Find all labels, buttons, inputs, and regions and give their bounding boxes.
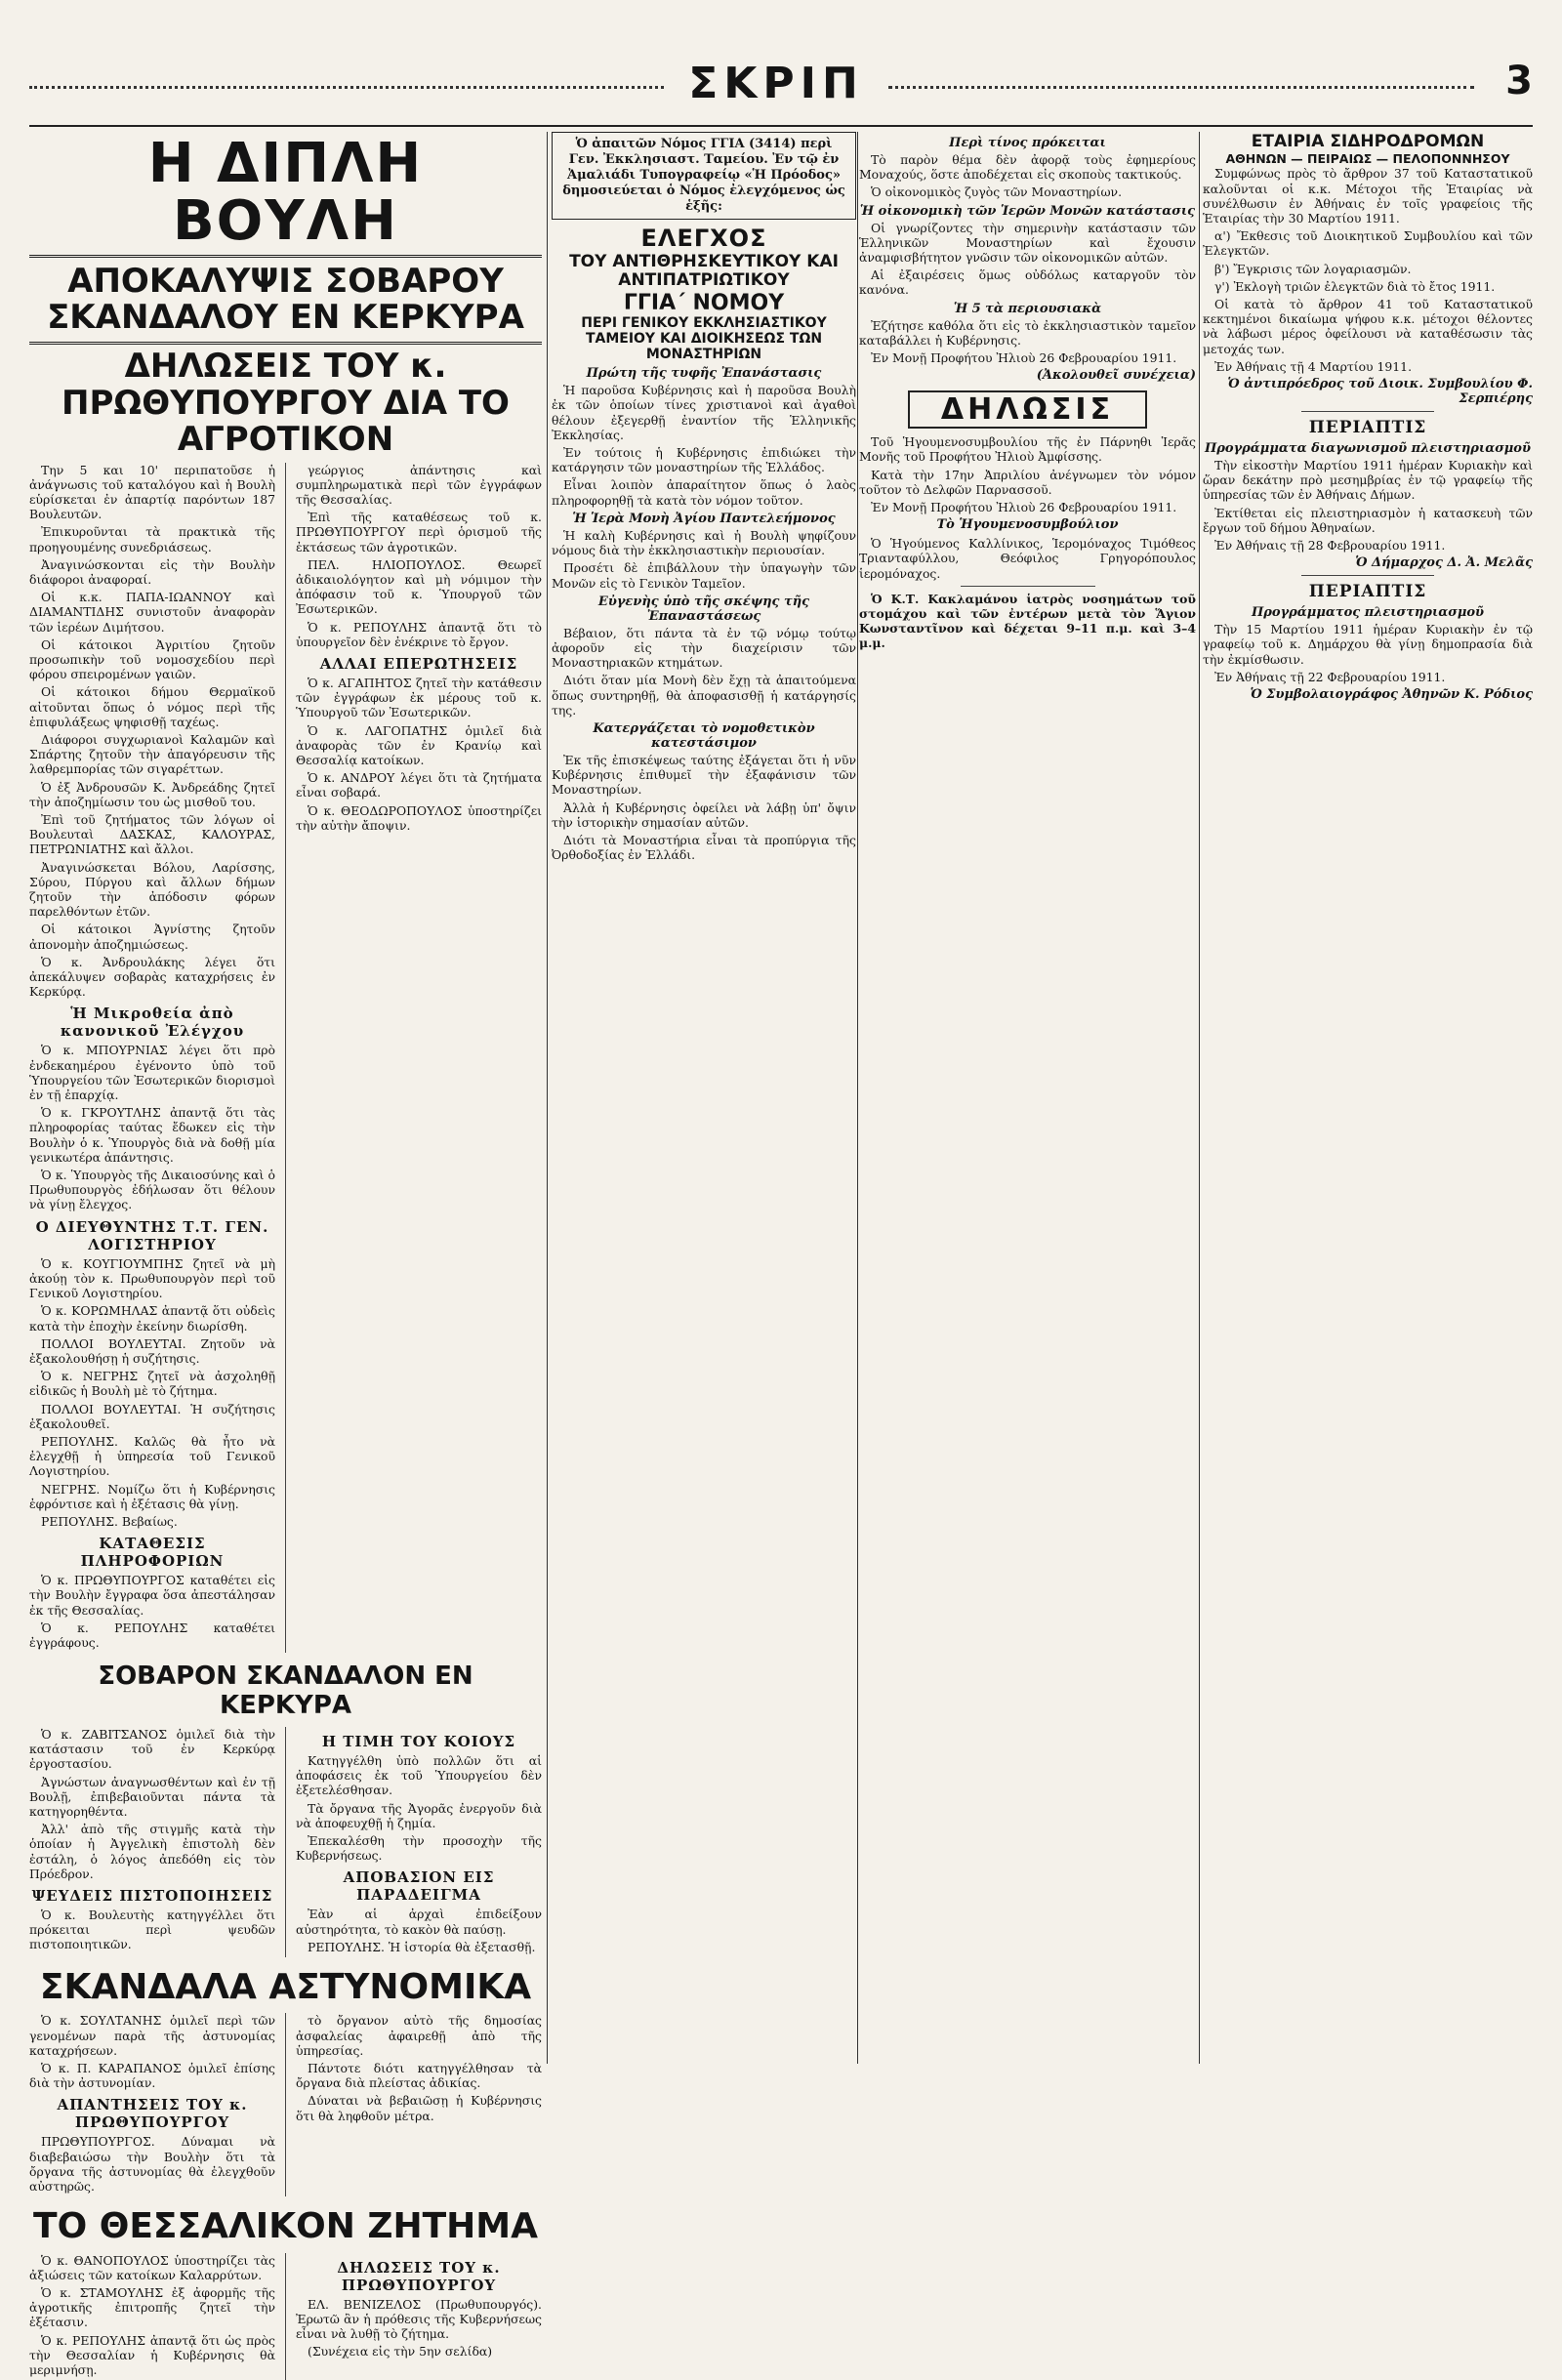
report-paragraph: Ὁ κ. ΑΓΑΠΗΤΟΣ ζητεῖ τὴν κατάθεσιν τῶν ἐγγράφων ἐκ μέρους τοῦ κ. Ὑπουργοῦ τῶν Ἐσωτερικῶν. [296,675,542,720]
subheading: Εὐγενὴς ὑπὸ τῆς σκέψης τῆς Ἐπαναστάσεως [597,594,810,624]
railway-company-name: ΕΤΑΙΡΙΑ ΣΙΔΗΡΟΔΡΟΜΩΝ [1251,132,1485,151]
report-paragraph: Ἐπὶ τοῦ ζητήματος τῶν λόγων οἱ Βουλευταὶ ΔΑΣΚΑΣ, ΚΑΛΟΥΡΑΣ, ΠΕΤΡΩΝΙΑΤΗΣ καὶ ἄλλοι. [29,812,275,857]
subheading: Ἡ 5 τὰ περιουσιακὰ [953,301,1102,316]
railway-company-heading [1203,132,1533,166]
kerkyra-scandal-body [29,1727,542,1957]
subheading: ΑΠΑΝΤΗΣΕΙΣ ΤΟΥ κ. ΠΡΩΘΥΠΟΥΡΓΟΥ [57,2096,248,2132]
law-paragraph: Διότι τὰ Μοναστήρια εἶναι τὰ προπύργια τῆς Ὀρθοδοξίας ἐν Ἑλλάδι. [552,832,856,863]
thessaly-paragraph: Ὁ κ. ΡΕΠΟΥΛΗΣ ἀπαντᾷ ὅτι ὡς πρὸς τὴν Θεσσαλίαν ἡ Κυβέρνησις θὰ μεριμνήσῃ. [29,2332,275,2377]
report-paragraph: Οἱ κάτοικοι Ἀγριτίου ζητοῦν προσωπικὴν τοῦ νομοσχεδίου περὶ φόρου σπειρομένων γαιῶν. [29,636,275,682]
tender-subheading: Προγράμματα διαγωνισμοῦ πλειστηριασμοῦ [1204,441,1532,457]
report-paragraph: Ὁ κ. Ἀνδρουλάκης λέγει ὅτι ἀπεκάλυψεν σοβαρὰς καταχρήσεις ἐν Κερκύρᾳ. [29,954,275,1000]
scandal-paragraph: Ὁ κ. Βουλευτὴς κατηγγέλλει ὅτι πρόκειται περὶ ψευδῶν πιστοποιητικῶν. [29,1907,275,1952]
scandal-subcolumn-right [296,1727,542,1957]
newspaper-name: ΣΚΡΙΠ [688,59,864,108]
report-paragraph: Ἀναγινώσκεται Βόλου, Λαρίσσης, Σύρου, Πύργου καὶ ἄλλων δήμων ζητοῦν τὴν ἀπόδοσιν φόρων παρελθόντων ἐτῶν. [29,859,275,920]
tender-subheading: Προγράμματος πλειστηριασμοῦ [1251,605,1485,621]
report-paragraph: Ὁ κ. Ὑπουργὸς τῆς Δικαιοσύνης καὶ ὁ Πρωθυπουργὸς ἐδήλωσαν ὅτι θέλουν νὰ γίνῃ ἔλεγχος. [29,1168,275,1212]
monastery-paragraph: Ἐζήτησε καθόλα ὅτι εἰς τὸ ἐκκλησιαστικὸν ταμεῖον καταβάλλει ἡ Κυβέρνησις. [859,317,1196,348]
pm-statements-headline: ΔΗΛΩΣΕΙΣ ΤΟΥ κ. ΠΡΩΘΥΠΟΥΡΓΟΥ ΔΙΑ ΤΟ ΑΓΡΟΤΙΚΟΝ [62,347,510,460]
column-divider [1199,132,1200,2064]
subheading: Ἡ Μικροθεία ἀπὸ κανονικοῦ Ἐλέγχου [60,1005,245,1041]
column-divider [547,132,548,2064]
report-paragraph: Την 5 και 10' περιπατοῦσε ἡ ἀνάγνωσις τοῦ καταλόγου καὶ ἡ Βουλὴ εὑρίσκεται ἐν ἀπαρτίᾳ παρόντων 187 Βουλευτῶν. [29,462,275,522]
tender-signature: Ὁ Συμβολαιογράφος Ἀθηνῶν Κ. Ρόδιος [1250,687,1533,703]
report-paragraph: ΠΟΛΛΟΙ ΒΟΥΛΕΥΤΑΙ. Ἡ συζήτησις ἐξακολουθεῖ. [29,1401,275,1431]
police-paragraph: Ὁ κ. Π. ΚΑΡΑΠΑΝΟΣ ὁμιλεῖ ἐπίσης διὰ τὴν ἀστυνομίαν. [29,2060,275,2091]
railway-route: ΑΘΗΝΩΝ — ΠΕΙΡΑΙΩΣ — ΠΕΛΟΠΟΝΝΗΣΟΥ [1225,151,1510,167]
report-paragraph: Διάφοροι συγχωριανοὶ Καλαμῶν καὶ Σπάρτης ζητοῦν τὴν ἀπαγόρευσιν τῆς λαθρεμπορίας τῶν σιγαρέττων. [29,732,275,777]
thessaly-question-headline: ΤΟ ΘΕΣΣΑΛΙΚΟΝ ΖΗΤΗΜΑ [33,2206,538,2247]
monastery-paragraph: Ἐν Μονῇ Προφήτου Ἠλιοὺ 26 Φεβρουαρίου 1911. [871,350,1177,366]
police-subcolumn-right [296,2013,542,2196]
notice-paragraph: Συμφώνως πρὸς τὸ ἄρθρον 37 τοῦ Καταστατικοῦ καλοῦνται οἱ κ.κ. Μέτοχοι τῆς Ἑταιρίας νὰ συνέλθωσιν ἐν Ἀθήναις ἐν τοῖς γραφείοις τῆς Ἑταιρίας τὴν 30 Μαρτίου 1911. [1203,166,1533,226]
masthead [29,59,1533,127]
thessaly-subcolumn-right [296,2253,542,2380]
scandal-subcolumn-left [29,1727,275,1957]
law-review-title-line: ΤΟΥ ΑΝΤΙΘΡΗΣΚΕΥΤΙΚΟΥ ΚΑΙ ΑΝΤΙΠΑΤΡΙΩΤΙΚΟΥ [569,251,839,291]
report-paragraph: Ἐπὶ τῆς καταθέσεως τοῦ κ. ΠΡΩΘΥΠΟΥΡΓΟΥ περὶ ὁρισμοῦ τῆς ἐκτάσεως τῶν ἀγροτικῶν. [296,510,542,554]
notice-paragraph: Ἐν Ἀθήναις τῇ 4 Μαρτίου 1911. [1214,358,1413,374]
report-paragraph: Ὁ κ. ΠΡΩΘΥΠΟΥΡΓΟΣ καταθέτει εἰς τὴν Βουλὴν ἔγγραφα ὅσα ἀπεστάλησαν ἐκ τῆς Θεσσαλίας. [29,1573,275,1618]
declaration-paragraph: Τοῦ Ἡγουμενοσυμβουλίου τῆς ἐν Πάρνηθι Ἱερᾶς Μονῆς τοῦ Προφήτου Ἠλιοὺ Ἀμφίσσης. [859,434,1196,465]
scandal-paragraph: Ἐπεκαλέσθη τὴν προσοχὴν τῆς Κυβερνήσεως. [296,1832,542,1864]
law-review-column [552,132,856,2064]
tender-paragraph: Ἐν Ἀθήναις τῇ 28 Φεβρουαρίου 1911. [1214,538,1446,554]
notices-column [1203,132,1533,2064]
law-paragraph: Προσέτι δὲ ἐπιβάλλουν τὴν ὑπαγωγὴν τῶν Μονῶν εἰς τὸ Γενικὸν Ταμεῖον. [552,560,856,591]
report-paragraph: Ὁ ἐξ Ἀνδρουσῶν Κ. Ἀνδρεάδης ζητεῖ τὴν ἀποζημίωσιν του ὡς μισθοῦ του. [29,779,275,809]
declaration-paragraph: Κατὰ τὴν 17ην Ἀπριλίου ἀνέγνωμεν τὸν νόμον τοῦτον τὸ Δελφῶν Παρνασσοῦ. [859,467,1196,497]
police-scandals-headline: ΣΚΑΝΔΑΛΑ ΑΣΤΥΝΟΜΙΚΑ [39,1966,532,2007]
report-paragraph: ΡΕΠΟΥΛΗΣ. Καλῶς θὰ ἦτο νὰ ἐλεγχθῇ ἡ ὑπηρεσία τοῦ Γενικοῦ Λογιστηρίου. [29,1433,275,1479]
report-subcolumn-right [296,463,542,1654]
report-paragraph: Ἀναγινώσκονται εἰς τὴν Βουλὴν διάφοροι ἀναφοραί. [29,556,275,587]
report-paragraph: Ὁ κ. ΜΠΟΥΡΝΙΑΣ λέγει ὅτι πρὸ ἐνδεκαημέρου ἐγένοντο ὑπὸ τοῦ Ὑπουργείου τῶν Ἐσωτερικῶν διορισμοὶ ἐν τῇ ἐπαρχίᾳ. [29,1043,275,1103]
report-paragraph: ΠΟΛΛΟΙ ΒΟΥΛΕΥΤΑΙ. Ζητοῦν νὰ ἐξακολουθήσῃ ἡ συζήτησις. [29,1335,275,1366]
tender-paragraph: Ἐν Ἀθήναις τῇ 22 Φεβρουαρίου 1911. [1214,669,1446,684]
masthead-ornament-right [888,86,1474,89]
subheading: Ἡ Ἱερὰ Μονὴ Ἀγίου Παντελεήμονος [572,511,836,526]
notice-paragraph: β') Ἔγκρισις τῶν λογαριασμῶν. [1214,261,1412,276]
scandal-paragraph: Ἐὰν αἱ ἀρχαὶ ἐπιδείξουν αὐστηρότητα, τὸ κακὸν θὰ παύσῃ. [296,1907,542,1937]
masthead-rule [29,125,1533,127]
police-paragraph: ΠΡΩΘΥΠΟΥΡΓΟΣ. Δύναμαι νὰ διαβεβαιώσω τὴν Βουλὴν ὅτι τὰ ὄργανα τῆς ἀστυνομίας θὰ ἐλεγχθοῦν αὐστηρῶς. [29,2134,275,2194]
scandal-paragraph: Ἀλλ' ἀπὸ τῆς στιγμῆς κατὰ τὴν ὁποίαν ἡ Ἀγγελικὴ ἐπιστολὴ δὲν ἐστάλη, ὁ λόγος ἀπεδόθη εἰς τὸν Πρόεδρον. [29,1822,275,1881]
law-review-title-line: ΠΕΡΙ ΓΕΝΙΚΟΥ ΕΚΚΛΗΣΙΑΣΤΙΚΟΥ ΤΑΜΕΙΟΥ ΚΑΙ ΔΙΟΙΚΗΣΕΩΣ ΤΩΝ ΜΟΝΑΣΤΗΡΙΩΝ [581,314,827,363]
law-paragraph: Βέβαιον, ὅτι πάντα τὰ ἐν τῷ νόμῳ τούτῳ ἀφοροῦν εἰς τὴν διαχείρισιν τῶν Μοναστηριακῶν κτημάτων. [552,625,856,671]
law-paragraph: Διότι ὅταν μία Μονὴ δὲν ἔχῃ τὰ ἀπαιτούμενα ὅπως συντηρηθῇ, θὰ ἀποφασισθῇ ἡ κατάργησίς της. [552,673,856,718]
report-paragraph: Οἱ κ.κ. ΠΑΠΑ-ΙΩΑΝΝΟΥ καὶ ΔΙΑΜΑΝΤΙΔΗΣ συνιστοῦν ἀναφορὰν τῶν ἱερέων Διμήτσου. [29,590,275,635]
report-paragraph: Ὁ κ. ΝΕΓΡΗΣ ζητεῖ νὰ ἀσχοληθῇ εἰδικῶς ἡ Βουλὴ μὲ τὸ ζήτημα. [29,1369,275,1399]
subcolumn-divider [285,463,286,1654]
tender-headline: ΠΕΡΙΑΠΤΙΣ [1308,582,1427,602]
declaration-paragraph: Ὁ Ἡγούμενος Καλλίνικος, Ἱερομόναχος Τιμόθεος Τριανταφύλλου, Θεόφιλος Γρηγορόπουλος ἱερομόναχος. [859,536,1196,581]
report-paragraph: Ὁ κ. ΚΟΡΩΜΗΛΑΣ ἀπαντᾷ ὅτι οὐδεὶς κατὰ τὴν ἐποχὴν ἐκείνην διωρίσθη. [29,1303,275,1334]
monastery-paragraph: Αἱ ἐξαιρέσεις ὅμως οὐδόλως καταργοῦν τὸν κανόνα. [859,267,1196,298]
thessaly-paragraph: Ὁ κ. ΘΑΝΟΠΟΥΛΟΣ ὑποστηρίζει τὰς ἀξιώσεις τῶν κατοίκων Καλαρρύτων. [29,2252,275,2282]
police-paragraph: Πάντοτε διότι κατηγγέλθησαν τὰ ὄργανα διὰ πλείστας ἀδικίας. [296,2060,542,2091]
notice-paragraph: α') Ἔκθεσις τοῦ Διοικητικοῦ Συμβουλίου καὶ τῶν Ἐλεγκτῶν. [1203,228,1533,259]
report-paragraph: γεώργιος ἀπάντησις καὶ συμπληρωματικὰ περὶ τῶν ἐγγράφων τῆς Θεσσαλίας. [296,462,542,507]
report-paragraph: Ὁ κ. ΡΕΠΟΥΛΗΣ καταθέτει ἐγγράφους. [29,1620,275,1650]
subheading: ΑΠΟΒΑΣΙΟΝ ΕΙΣ ΠΑΡΑΔΕΙΓΜΑ [343,1868,495,1905]
law-review-title-line: ΓΓΙΑ΄ ΝΟΜΟΥ [623,290,785,315]
monastery-paragraph: Ὁ οἰκονομικὸς ζυγὸς τῶν Μοναστηρίων. [871,185,1123,200]
law-paragraph: Ἀλλὰ ἡ Κυβέρνησις ὀφείλει νὰ λάβῃ ὑπ' ὄψιν τὴν ἱστορικὴν σημασίαν αὐτῶν. [552,800,856,830]
law-paragraph: Ἐν τούτοις ἡ Κυβέρνησις ἐπιδιώκει τὴν κατάργησιν τῶν μοναστηρίων τῆς Ἑλλάδος. [552,445,856,475]
report-paragraph: Οἱ κάτοικοι δήμου Θερμαϊκοῦ αἰτοῦνται ὅπως ὁ νόμος περὶ τῆς ἐπιφυλάξεως ψηφισθῇ ταχέως. [29,684,275,729]
thessaly-question-body [29,2253,542,2380]
tender-headline: ΠΕΡΙΑΠΤΙΣ [1308,418,1427,438]
police-paragraph: τὸ ὄργανον αὐτὸ τῆς δημοσίας ἀσφαλείας ἀφαιρεθῇ ἀπὸ τῆς ὑπηρεσίας. [296,2013,542,2058]
notice-paragraph: γ') Ἐκλογὴ τριῶν ἐλεγκτῶν διὰ τὸ ἔτος 1911. [1214,278,1496,294]
separator-rule [1301,411,1433,412]
parliament-report-column [29,132,542,2377]
subheading: Κατεργάζεται τὸ νομοθετικὸν κατεστάσιμον [593,720,815,751]
thessaly-paragraph: (Συνέχεια εἰς τὴν 5ην σελίδα) [308,2344,493,2359]
police-paragraph: Δύναται νὰ βεβαιῶσῃ ἡ Κυβέρνησις ὅτι θὰ ληφθοῦν μέτρα. [296,2093,542,2123]
tender-signature: Ὁ Δήμαρχος Δ. Ἀ. Μελᾶς [1355,555,1533,571]
scandal-paragraph: Ἀγνώστων ἀναγνωσθέντων καὶ ἐν τῇ Βουλῇ, ἐπιβεβαιοῦνται πάντα τὰ κατηγορηθέντα. [29,1774,275,1819]
column-divider [857,132,858,2064]
subheading: Πρώτη τῆς τυφῆς Ἐπανάστασις [586,366,822,382]
subcolumn-divider [285,1727,286,1957]
kerkyra-scandal-headline: ΑΠΟΚΑΛΥΨΙΣ ΣΟΒΑΡΟΥ ΣΚΑΝΔΑΛΟΥ ΕΝ ΚΕΡΚΥΡΑ [29,255,542,346]
scandal-paragraph: Ὁ κ. ΖΑΒΙΤΣΑΝΟΣ ὁμιλεῖ διὰ τὴν κατάστασιν τοῦ ἐν Κερκύρᾳ ἐργοστασίου. [29,1726,275,1772]
declaration-paragraph: Ἐν Μονῇ Προφήτου Ἠλιοὺ 26 Φεβρουαρίου 1911. [871,500,1177,515]
monasteries-column [859,132,1196,2064]
report-paragraph: ΠΕΛ. ΗΛΙΟΠΟΥΛΟΣ. Θεωρεῖ ἀδικαιολόγητον καὶ μὴ νόμιμον τὴν ἀπόφασιν τοῦ κ. Ὑπουργοῦ τῶν Ἐσωτερικῶν. [296,556,542,617]
subheading: ΔΗΛΩΣΕΙΣ ΤΟΥ κ. ΠΡΩΘΥΠΟΥΡΓΟΥ [337,2258,501,2294]
subcolumn-divider [285,2013,286,2196]
report-paragraph: ΡΕΠΟΥΛΗΣ. Βεβαίως. [41,1513,178,1529]
thessaly-paragraph: Ὁ κ. ΣΤΑΜΟΥΛΗΣ ἐξ ἀφορμῆς τῆς ἀγροτικῆς ἐπιτροπῆς ζητεῖ τὴν ἐξέτασιν. [29,2284,275,2330]
subheading: ΨΕΥΔΕΙΣ ΠΙΣΤΟΠΟΙΗΣΕΙΣ [31,1886,273,1905]
report-paragraph: Ἐπικυροῦνται τὰ πρακτικὰ τῆς προηγουμένης συνεδριάσεως. [29,524,275,554]
doctor-advertisement: Ὁ Κ.Τ. Κακλαμάνου ἱατρὸς νοσημάτων τοῦ στομάχου καὶ τῶν ἐντέρων μετὰ τὸν Ἅγιον Κωνσταντῖνον καὶ δέχεται 9–11 π.μ. καὶ 3–4 μ.μ. [859,591,1196,651]
report-paragraph: Ὁ κ. ΑΝΔΡΟΥ λέγει ὅτι τὰ ζητήματα εἶναι σοβαρά. [296,770,542,800]
declaration-headline: ΔΗΛΩΣΙΣ [908,390,1148,429]
parliament-report-body [29,463,542,1654]
report-paragraph: Ὁ κ. ΚΟΥΓΙΟΥΜΠΗΣ ζητεῖ νὰ μὴ ἀκούῃ τὸν κ. Πρωθυπουργὸν περὶ τοῦ Γενικοῦ Λογιστηρίου. [29,1255,275,1301]
separator-rule [961,586,1095,587]
report-subcolumn-left [29,463,275,1654]
report-paragraph: Ὁ κ. ΛΑΓΟΠΑΤΗΣ ὁμιλεῖ διὰ ἀναφορὰς τῶν ἐν Κρανίῳ καὶ Θεσσαλίᾳ κατοίκων. [296,722,542,767]
law-paragraph: Ἡ παροῦσα Κυβέρνησις καὶ ἡ παροῦσα Βουλὴ ἐκ τῶν ὁποίων τίνες χριστιανοὶ καὶ ἀγαθοὶ θέλουν ἐξεγερθῇ ἐναντίον τῆς Ἑλληνικῆς Ἐκκλησίας. [552,383,856,442]
subcolumn-divider [285,2253,286,2380]
police-scandals-body [29,2013,542,2196]
notice-paragraph: Οἱ κατὰ τὸ ἄρθρον 41 τοῦ Καταστατικοῦ κεκτημένοι δικαίωμα ψήφου κ.κ. μέτοχοι θέλοντες νὰ λάβωσι μέρος ὀφείλουσι νὰ καταθέσωσιν τὰς μετοχάς των. [1203,297,1533,356]
thessaly-subcolumn-left [29,2253,275,2380]
declaration-signatory-group: Τὸ Ἡγουμενοσυμβούλιον [936,517,1119,533]
subheading: ΑΛΛΑΙ ΕΠΕΡΩΤΗΣΕΙΣ [319,654,518,673]
police-paragraph: Ὁ κ. ΣΟΥΛΤΑΝΗΣ ὁμιλεῖ περὶ τῶν γενομένων παρὰ τῆς ἀστυνομίας καταχρήσεων. [29,2013,275,2058]
scandal-paragraph: Τὰ ὄργανα τῆς Ἀγορᾶς ἐνεργοῦν διὰ νὰ ἀποφευχθῇ ἡ ζημία. [296,1800,542,1830]
law-paragraph: Ἐκ τῆς ἐπισκέψεως ταύτης ἐξάγεται ὅτι ἡ νῦν Κυβέρνησις ἐπιθυμεῖ τὴν ἐξαφάνισιν τῶν Μοναστηρίων. [552,752,856,798]
subheading: Η ΤΙΜΗ ΤΟΥ ΚΟΙΟΥΣ [321,1732,516,1750]
tender-paragraph: Τὴν εἰκοστὴν Μαρτίου 1911 ἡμέραν Κυριακὴν καὶ ὥραν δεκάτην πρὸ μεσημβρίας ἐν τῷ γραφείῳ τῆς ὑπηρεσίας τῶν ἐν Ἀθήναις Δήμων. [1203,458,1533,503]
monastery-paragraph: Οἱ γνωρίζοντες τὴν σημερινὴν κατάστασιν τῶν Ἑλληνικῶν Μοναστηρίων καὶ ἔχουσιν ἀναμφισβήτητον γνῶσιν τῶν οἰκονομικῶν αὐτῶν. [859,220,1196,266]
kerkyra-scandal-section-headline: ΣΟΒΑΡΟΝ ΣΚΑΝΔΑΛΟΝ ΕΝ ΚΕΡΚΥΡΑ [98,1662,473,1721]
main-headline: Η ΔΙΠΛΗ ΒΟΥΛΗ [147,132,424,253]
thessaly-paragraph: ΕΛ. ΒΕΝΙΖΕΛΟΣ (Πρωθυπουργός). Ἐρωτῶ ἂν ἡ πρόθεσις τῆς Κυβερνήσεως εἶναι νὰ λυθῇ τὸ ζήτημα. [296,2296,542,2341]
scandal-paragraph: ΡΕΠΟΥΛΗΣ. Ἡ ἱστορία θὰ ἐξετασθῇ. [308,1939,536,1954]
report-paragraph: Ὁ κ. ΘΕΟΔΩΡΟΠΟΥΛΟΣ ὑποστηρίζει τὴν αὐτὴν ἄποψιν. [296,802,542,833]
report-paragraph: ΝΕΓΡΗΣ. Νομίζω ὅτι ἡ Κυβέρνησις ἐφρόντισε καὶ ἡ ἐξέτασις θὰ γίνῃ. [29,1481,275,1511]
law-notice-box: Ὁ ἀπαιτῶν Νόμος ΓΓΙΑ (3414) περὶ Γεν. Ἐκκλησιαστ. Ταμείου. Ἐν τῷ ἐν Ἀμαλιάδι Τυπογραφείῳ «Ἡ Πρόοδος» δημοσιεύεται ὁ Νόμος ἐλεγχόμενος ὡς ἑξῆς: [552,132,856,220]
law-paragraph: Εἶναι λοιπὸν ἀπαραίτητον ὅπως ὁ λαὸς πληροφορηθῇ τὰ κατὰ τὸν νόμον τοῦτον. [552,477,856,508]
report-paragraph: Οἱ κάτοικοι Ἀγνίστης ζητοῦν ἀπονομὴν ἀποζημιώσεως. [29,922,275,952]
law-paragraph: Ἡ καλὴ Κυβέρνησις καὶ ἡ Βουλὴ ψηφίζουν νόμους διὰ τὴν ἐκκλησιαστικὴν περιουσίαν. [552,527,856,558]
police-subcolumn-left [29,2013,275,2196]
law-review-title [552,226,856,362]
masthead-ornament-left [29,86,664,89]
separator-rule [1301,575,1433,576]
subheading: Ἡ οἰκονομικὴ τῶν Ἱερῶν Μονῶν κατάστασις [859,203,1196,219]
report-paragraph: Ὁ κ. ΓΚΡΟΥΤΛΗΣ ἀπαντᾷ ὅτι τὰς πληροφορίας ταύτας ἔδωκεν εἰς τὴν Βουλὴν ὁ κ. Ὑπουργὸς διὰ νὰ δοθῇ μία γενικωτέρα ἀπάντησις. [29,1105,275,1165]
scandal-paragraph: Κατηγγέλθη ὑπὸ πολλῶν ὅτι αἱ ἀποφάσεις ἐκ τοῦ Ὑπουργείου δὲν ἐξετελέσθησαν. [296,1752,542,1798]
subheading: ΚΑΤΑΘΕΣΙΣ ΠΛΗΡΟΦΟΡΙΩΝ [80,1535,225,1571]
subheading: Περὶ τίνος πρόκειται [949,136,1106,150]
tender-paragraph: Τὴν 15 Μαρτίου 1911 ἡμέραν Κυριακὴν ἐν τῷ γραφείῳ τοῦ κ. Δημάρχου θὰ γίνῃ δημοπρασία διὰ τὴν ἐκμίσθωσιν. [1203,622,1533,667]
tender-paragraph: Ἐκτίθεται εἰς πλειστηριασμὸν ἡ κατασκευὴ τῶν ἔργων τοῦ δήμου Ἀθηναίων. [1203,505,1533,535]
notice-signature: Ὁ ἀντιπρόεδρος τοῦ Διοικ. Συμβουλίου Φ. Σερπιέρης [1227,377,1533,407]
monastery-paragraph: Τὸ παρὸν θέμα δὲν ἀφορᾷ τοὺς ἐφημερίους Μοναχούς, ὅστε ἀποδέχεται εἰς σκοποὺς τακτικούς. [859,152,1196,183]
report-paragraph: Ὁ κ. ΡΕΠΟΥΛΗΣ ἀπαντᾷ ὅτι τὸ ὑπουργεῖον δὲν ἐνέκρινε τὸ ἔργον. [296,619,542,649]
subheading: Ο ΔΙΕΥΘΥΝΤΗΣ Τ.Τ. ΓΕΝ. ΛΟΓΙΣΤΗΡΙΟΥ [35,1217,269,1253]
page-number: 3 [1505,59,1533,103]
law-review-title-line: ΕΛΕΓΧΟΣ [640,225,767,252]
continuation-note: (Ἀκολουθεῖ συνέχεια) [1036,368,1196,384]
